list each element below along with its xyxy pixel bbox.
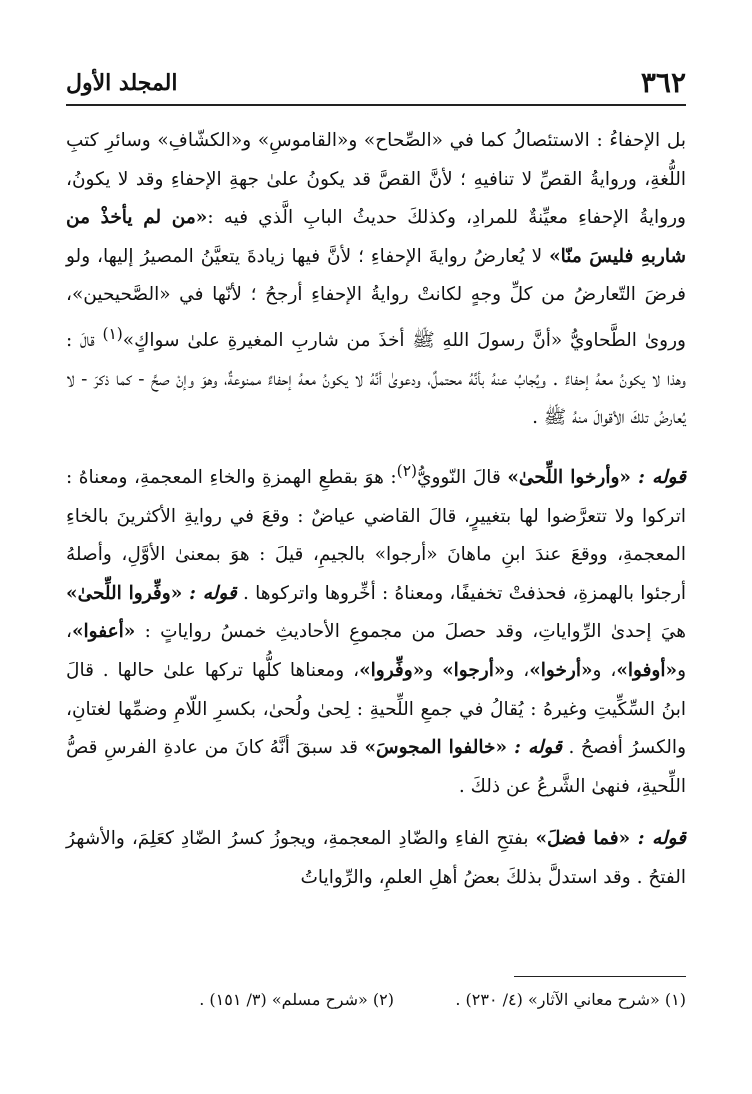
qawluh-marker: قوله : (189, 582, 237, 604)
text-run: بل الإحفاءُ : الاستئصالُ كما في «الصِّحاح» و«القاموسِ» و«الكشّافِ» وسائرِ كتبِ اللُّغةِ، وروايةُ القصِّ لا تنافيهِ ؛ لأنَّ القصَّ قد يكونُ علىٰ جهةِ الإحفاءِ وقد لا يكونُ، وروايةُ الإحفاءِ معيِّنةٌ للمرادِ، وكذلكَ حديثُ البابِ الَّذي فيه : (66, 130, 686, 229)
text-run: قالَ النّوويُّ (416, 467, 508, 489)
footnote-ref-2: (٢) (396, 461, 417, 480)
page-header (66, 60, 686, 106)
text-run: ، و (592, 660, 617, 682)
narration-word: «أعفوا» (71, 621, 136, 643)
narration-word: «أوفوا» (616, 660, 678, 682)
footnote-divider (514, 976, 686, 977)
paragraph-2 (66, 452, 686, 807)
text-run: ، ومعناها كلُّها تركها علىٰ حالها . قالَ ابنُ السِّكِّيتِ وغيرهُ : يُقالُ في جمعِ اللِّحيةِ : لِحىٰ ولُحىٰ، بكسرِ اللّامِ وضمِّها لغتانِ، والكسرُ أفصحُ . (66, 660, 687, 759)
main-text (66, 122, 686, 898)
qawluh-marker: قوله : (514, 737, 562, 759)
narration-word: «أرخوا» (529, 660, 593, 682)
paragraph-3 (66, 820, 686, 897)
paragraph-1 (66, 122, 686, 438)
hadith-quote: «من لم يأخذْ من شاربهِ فليسَ منّا» (66, 207, 686, 267)
text-run: بفتحِ الفاءِ والضّادِ المعجمةِ، ويجوزُ كسرُ الضّادِ كعَلِمَ، والأشهرُ الفتحُ . وقد استدلَّ بذلكَ بعضُ أهلِ العلمِ، والرِّواياتُ (66, 828, 686, 888)
qawluh-marker: قوله : (637, 828, 686, 850)
hadith-quote: «وفِّروا اللِّحىٰ» (66, 582, 190, 604)
volume-title: المجلد الأول (66, 70, 178, 96)
footnote-2: (٢) «شرح مسلم» (٣/ ١٥١) . (199, 990, 394, 1009)
narration-word: «أرجوا» (442, 660, 506, 682)
text-run: لا يُعارضُ روايةَ الإحفاءِ ؛ لأنَّ فيها زيادةَ يتعيَّنُ المصيرُ إليها، ولو فرضَ التّعارضُ من كلِّ وجهٍ لكانتْ روايةُ الإحفاءِ أرجحُ ؛ لأنّها في «الصَّحيحين»، وروىٰ الطَّحاويُّ «أنَّ رسولَ اللهِ ﷺ أخذَ من شاربِ المغيرةِ علىٰ سواكٍ» (66, 245, 686, 352)
text-run: ، و (505, 660, 530, 682)
hadith-quote: «وأرخوا اللِّحىٰ» (507, 467, 639, 489)
text-run: ، و (66, 621, 686, 682)
text-run: : هوَ بقطعِ الهمزةِ والخاءِ المعجمةِ، ومعناهُ : اتركوا ولا تتعرَّضوا لها بتغييرٍ، قالَ القاضي عياضٌ : وقعَ في روايةِ الأكثرينَ بالخاءِ المعجمةِ، ووقعَ عندَ ابنِ ماهانَ «أرجوا» بالجيمِ، قيلَ : هوَ بمعنىٰ الأوَّلِ، وأصلهُ أرجئوا بالهمزةِ، فحذفتْ تخفيفًا، ومعناهُ : أخِّروها واتركوها . (66, 467, 687, 604)
text-run: و (424, 660, 443, 682)
text-run: هيَ إحدىٰ الرِّواياتِ، وقد حصلَ من مجموعِ الأحاديثِ خمسُ رواياتٍ : (135, 621, 686, 643)
footnote-ref-1: (١) (102, 324, 123, 343)
qawluh-marker: قوله : (638, 467, 687, 489)
footnote-1: (١) «شرح معاني الآثار» (٤/ ٢٣٠) . (455, 990, 686, 1009)
text-run: قد سبقَ أنَّهُ كانَ من عادةِ الفرسِ قصُّ اللِّحيةِ، فنهىٰ الشَّرعُ عن ذلكَ . (66, 737, 686, 797)
footnotes (66, 990, 686, 1020)
page-number: ٣٦٢ (640, 66, 686, 99)
text-run: قالَ : وهذا لا يكونُ معهُ إحفاءٌ . ويُجابُ عنهُ بأنَّهُ محتملٌ، ودعوىٰ أنَّهُ لا يكونُ معهُ إحفاءٌ ممنوعةٌ، وهوَ وإنْ صحَّ - كما ذكرَ - لا يُعارضُ تلكَ الأقوالَ منهُ ﷺ . (66, 330, 686, 429)
hadith-quote: «فما فضلَ» (535, 828, 638, 850)
hadith-quote: «خالفوا المجوسَ» (364, 737, 515, 759)
narration-word: «وفِّروا» (359, 660, 425, 682)
